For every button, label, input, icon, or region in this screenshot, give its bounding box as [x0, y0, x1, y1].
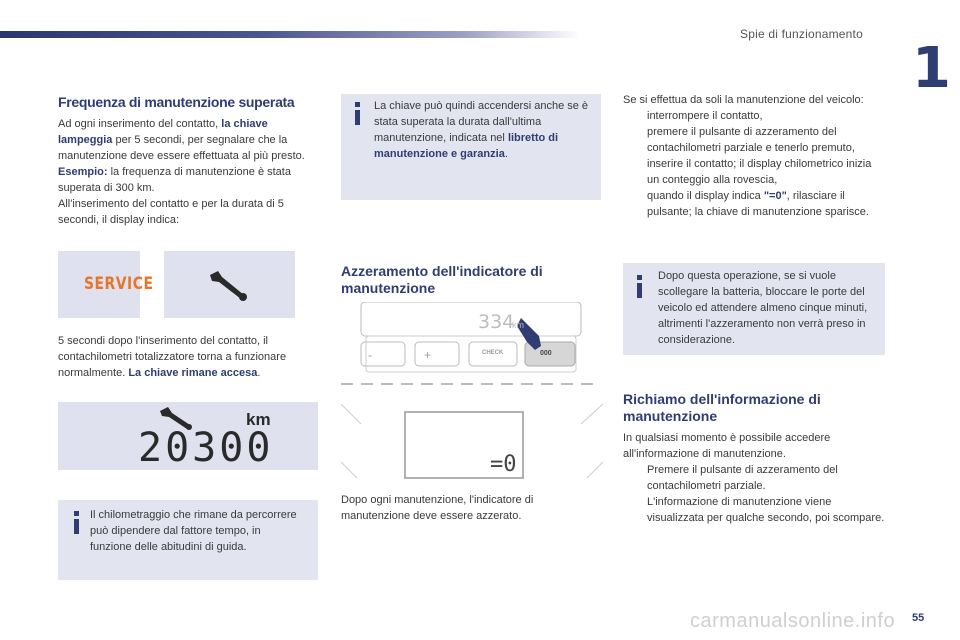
text: 5 secondi dopo l'inserimento del contatto, il contachilometri totalizzatore torna a funzionare normalmente.: [58, 335, 287, 379]
recall-list: [623, 462, 885, 526]
info-box-mileage: [58, 500, 318, 580]
paragraph-key-flashing: [58, 116, 320, 164]
paragraph-odometer-normal: [58, 333, 322, 381]
step-text: inserire il contatto; il display chilometrico inizia un conteggio alla rovescia,: [647, 158, 872, 186]
bold-text: Esempio:: [58, 166, 108, 178]
bold-text: la chiave lampeggia: [58, 118, 268, 146]
page-number: 55: [912, 612, 925, 624]
button-reset-000: 000: [540, 350, 552, 357]
step-text: quando il display indica: [647, 190, 764, 202]
steps-list: [623, 108, 885, 220]
reset-procedure: [623, 92, 885, 220]
text: la frequenza di manutenzione è stata superata di 300 km.: [58, 166, 291, 194]
button-minus: -: [368, 348, 372, 362]
list-item: [623, 124, 885, 156]
caption-reset-required: Dopo ogni manutenzione, l'indicatore di manutenzione deve essere azzerato.: [341, 494, 534, 522]
heading-recall-info: Richiamo dell'informazione di manutenzione: [623, 391, 821, 424]
after-5-seconds-text: [58, 333, 322, 381]
list-item: [623, 108, 885, 124]
button-check: CHECK: [482, 350, 504, 356]
section-title: Spie di funzionamento: [740, 27, 863, 41]
heading-reset-indicator: Azzeramento dell'indicatore di manutenzione: [341, 263, 543, 296]
text: .: [257, 367, 261, 379]
dashboard-illustration: [341, 302, 603, 482]
step-text: Premere il pulsante di azzeramento del contachilometri parziale.: [647, 464, 838, 492]
text: .: [504, 148, 508, 160]
wrench-icon: [204, 265, 254, 305]
watermark: carmanualsonline.info: [690, 610, 896, 632]
step-text: interrompere il contatto,: [647, 110, 763, 122]
paragraph-recall: In qualsiasi momento è possibile accedere all'informazione di manutenzione.: [623, 432, 831, 460]
info-box-battery: [623, 263, 885, 355]
button-plus: +: [424, 348, 432, 362]
paragraph-example: [58, 164, 320, 196]
info-icon: [637, 283, 642, 298]
recall-text-block: [623, 430, 885, 526]
display-zero-value: =0: [490, 452, 517, 477]
service-panel-right: [164, 251, 295, 318]
text: per 5 secondi, per segnalare che la manutenzione deve essere effettuata al più presto.: [58, 134, 305, 162]
paragraph-display-shows: All'inserimento del contatto e per la durata di 5 secondi, il display indica:: [58, 198, 284, 226]
paragraph-intro: Se si effettua da soli la manutenzione del veicolo:: [623, 94, 864, 106]
service-label: SERVICE: [84, 274, 154, 294]
chapter-number: 1: [912, 36, 951, 101]
info-text: Il chilometraggio che rimane da percorrere può dipendere dal fattore tempo, in funzione delle abitudini di guida.: [90, 509, 297, 553]
info-icon: [355, 110, 360, 125]
service-panel-left: [58, 251, 154, 318]
header-bar: [0, 31, 580, 38]
bold-text: libretto di manutenzione e garanzia: [374, 132, 559, 160]
dash-km-unit: km: [512, 320, 524, 330]
odometer-panel: [58, 402, 318, 470]
odometer-unit: km: [246, 410, 271, 429]
heading-maintenance-exceeded: Frequenza di manutenzione superata: [58, 94, 295, 110]
info-text: Dopo questa operazione, se si vuole scollegare la batteria, bloccare le porte del veicolo ed attendere almeno cinque minuti, altrimenti l'azzeramento non verrà preso in considerazione.: [658, 270, 868, 346]
odometer-value: 20300: [138, 425, 274, 471]
text: Ad ogni inserimento del contatto,: [58, 118, 222, 130]
step-text: , rilasciare il pulsante; la chiave di manutenzione sparisce.: [647, 190, 869, 218]
list-item: [623, 188, 885, 220]
text: La chiave può quindi accendersi anche se è stata superata la durata dall'ultima manutenzione, indicata nel: [374, 100, 589, 144]
bold-text: La chiave rimane accesa: [128, 367, 258, 379]
info-text: [374, 98, 594, 162]
list-item: [623, 156, 885, 188]
bold-text: "=0": [763, 190, 787, 202]
step-note: L'informazione di manutenzione viene visualizzata per qualche secondo, poi scompare.: [647, 496, 885, 524]
step-text: premere il pulsante di azzeramento del contachilometri parziale e tenerlo premuto,: [647, 126, 855, 154]
info-box-key-may-light: [341, 94, 601, 200]
info-icon: [74, 519, 79, 534]
dash-km-value: 334: [478, 311, 515, 333]
exceeded-text-block: [58, 116, 320, 228]
list-item: [623, 462, 885, 526]
